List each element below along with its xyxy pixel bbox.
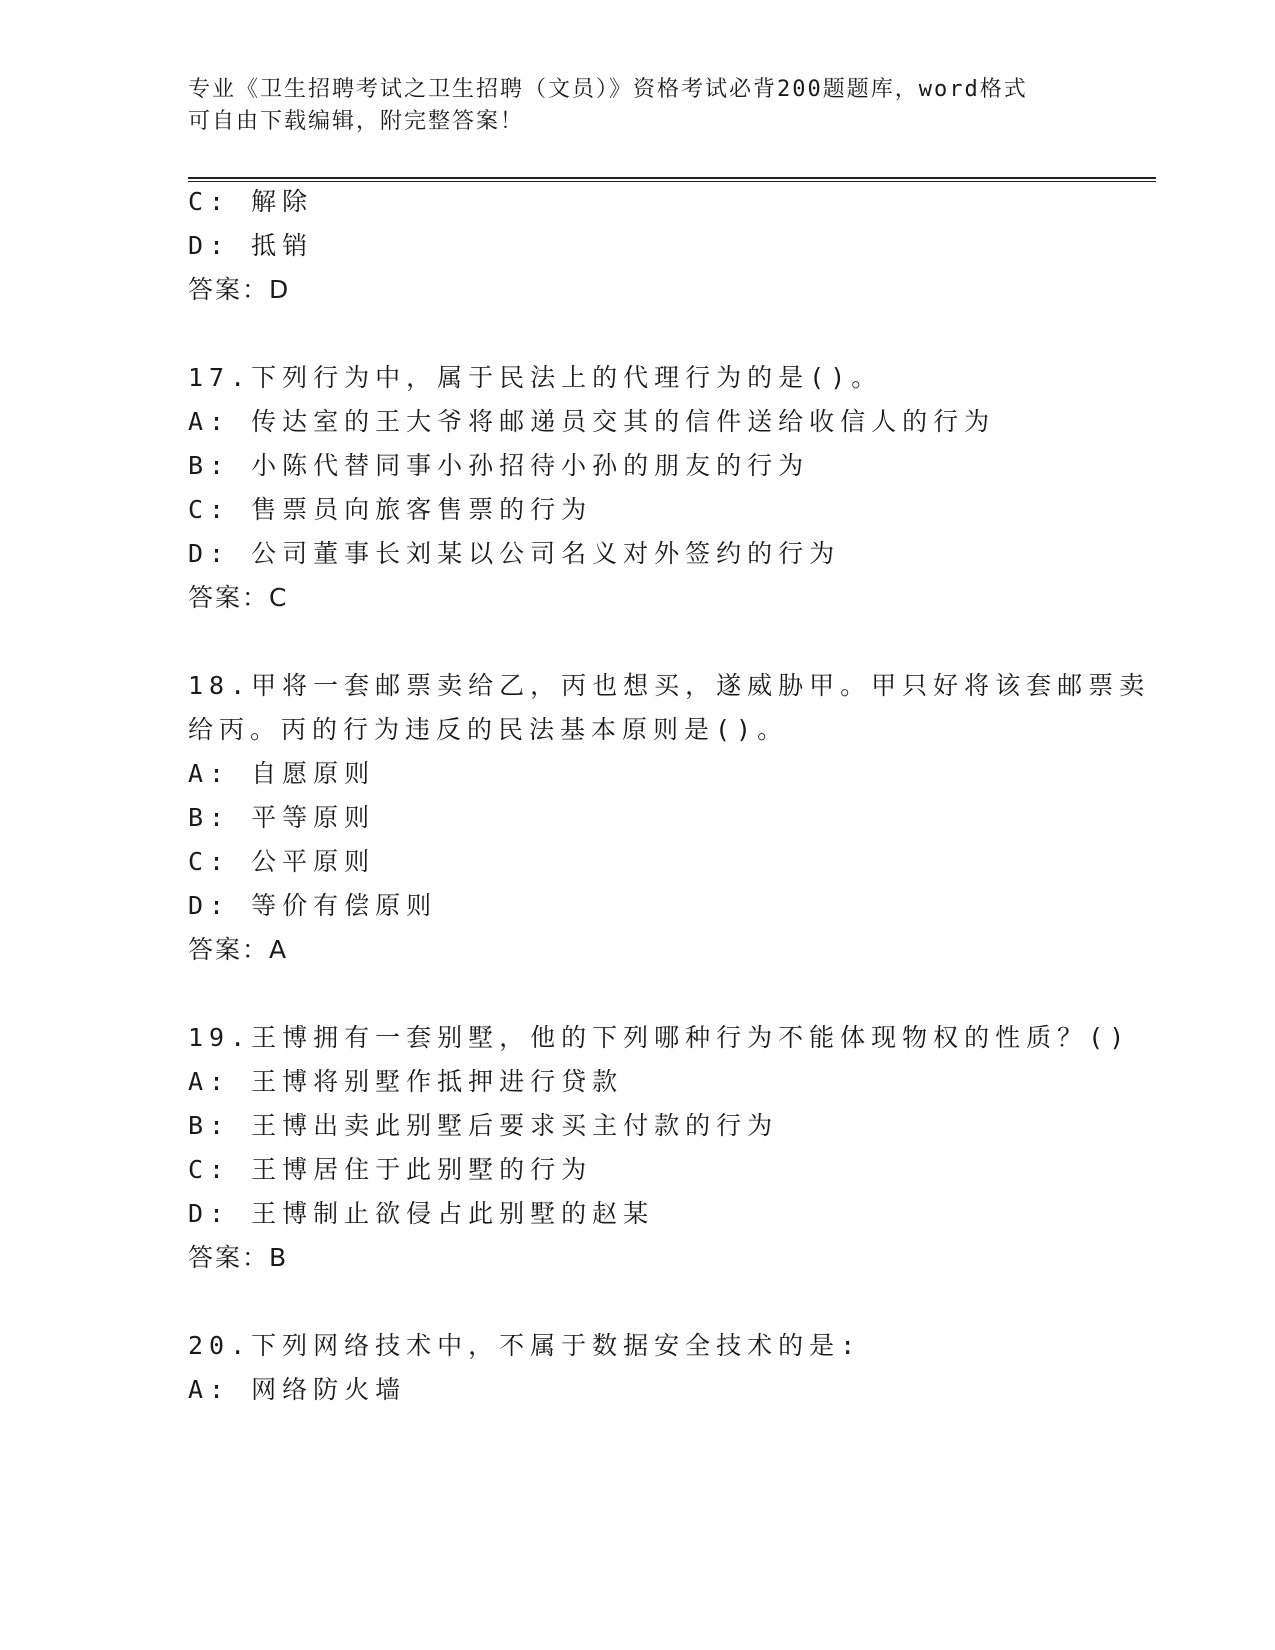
answer-line: 答案：A	[188, 935, 289, 964]
question-stem: 18.甲将一套邮票卖给乙，丙也想买，遂威胁甲。甲只好将该套邮票卖	[188, 671, 1151, 700]
document-header	[188, 74, 1088, 138]
option-line: C: 售票员向旅客售票的行为	[188, 495, 593, 524]
option-line: D: 等价有偿原则	[188, 891, 438, 920]
option-line: B: 平等原则	[188, 803, 376, 832]
option-line: D: 抵销	[188, 231, 314, 260]
answer-line: 答案：D	[188, 275, 291, 304]
option-line: D: 公司董事长刘某以公司名义对外签约的行为	[188, 539, 841, 568]
question-stem: 19.王博拥有一套别墅，他的下列哪种行为不能体现物权的性质？()	[188, 1023, 1131, 1052]
option-line: A: 传达室的王大爷将邮递员交其的信件送给收信人的行为	[188, 407, 996, 436]
answer-line: 答案：B	[188, 1243, 289, 1272]
option-line: D: 王博制止欲侵占此别墅的赵某	[188, 1199, 655, 1228]
option-line: B: 王博出卖此别墅后要求买主付款的行为	[188, 1111, 779, 1140]
option-line: C: 解除	[188, 187, 314, 216]
option-line: C: 公平原则	[188, 847, 376, 876]
option-line: A: 王博将别墅作抵押进行贷款	[188, 1067, 624, 1096]
header-line-2: 可自由下载编辑，附完整答案！	[188, 109, 525, 134]
option-line: C: 王博居住于此别墅的行为	[188, 1155, 593, 1184]
option-line: A: 自愿原则	[188, 759, 376, 788]
answer-line: 答案：C	[188, 583, 289, 612]
question-stem: 17.下列行为中，属于民法上的代理行为的是()。	[188, 363, 883, 392]
question-stem: 20.下列网络技术中，不属于数据安全技术的是:	[188, 1331, 862, 1360]
question-stem: 给丙。丙的行为违反的民法基本原则是()。	[188, 715, 789, 744]
header-line-1: 专业《卫生招聘考试之卫生招聘（文员）》资格考试必背200题题库，word格式	[188, 77, 1028, 102]
header-divider	[188, 177, 1156, 182]
option-line: B: 小陈代替同事小孙招待小孙的朋友的行为	[188, 451, 810, 480]
option-line: A: 网络防火墙	[188, 1375, 407, 1404]
